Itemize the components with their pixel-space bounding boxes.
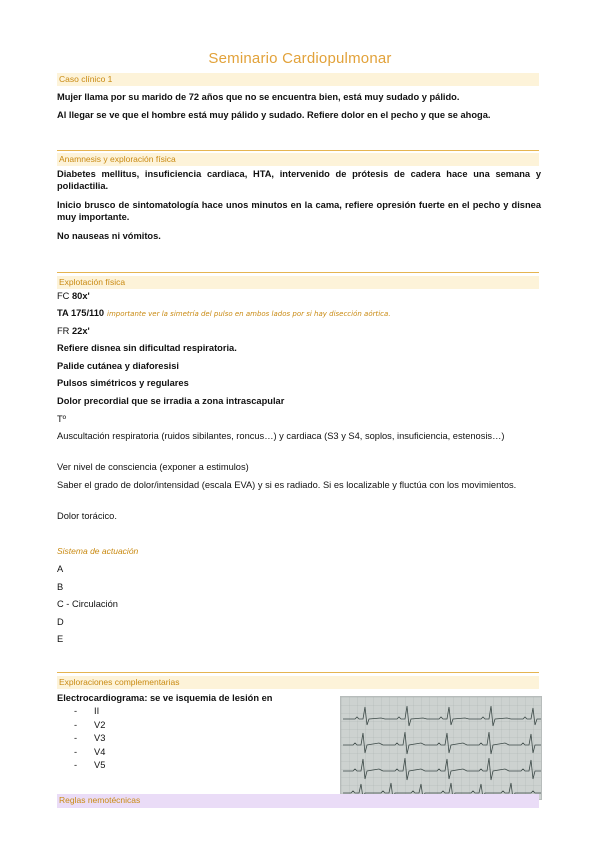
finding-item: Palide cutánea y diaforesisi: [57, 361, 179, 371]
temperature-line: Tº: [57, 414, 67, 424]
bullet-dash: -: [74, 747, 78, 757]
actuacion-item: A: [57, 564, 64, 574]
bullet-dash: -: [74, 733, 78, 743]
exploraciones-heading: Exploraciones complementarias: [57, 676, 539, 689]
actuacion-heading: Sistema de actuación: [57, 546, 139, 556]
actuacion-item: C - Circulación: [57, 599, 118, 609]
caso-paragraph-2: Al llegar se ve que el hombre está muy pálido y sudado. Refiere dolor en el pecho y que se ahoga.: [57, 110, 491, 120]
reglas-heading: Reglas nemotécnicas: [57, 794, 539, 808]
fc-label: FC: [57, 291, 70, 301]
lead-item: - II: [74, 706, 100, 716]
caso-clinico-heading: Caso clínico 1: [57, 73, 539, 86]
actuacion-item: E: [57, 634, 64, 644]
fr-value: 22x': [72, 326, 90, 336]
lead-item: - V3: [74, 733, 106, 743]
ta-note: importante ver la simetría del pulso en ambos lados por si hay disección aórtica.: [107, 310, 391, 318]
bullet-dash: -: [74, 760, 78, 770]
section-divider: [57, 272, 539, 273]
explotacion-heading: Explotación física: [57, 276, 539, 289]
ta-line: [57, 307, 541, 320]
lead-item: - V5: [74, 760, 106, 770]
bullet-dash: -: [74, 706, 78, 716]
finding-item: Dolor precordial que se irradia a zona intrascapular: [57, 396, 285, 406]
actuacion-item: D: [57, 617, 64, 627]
consciencia-line: Ver nivel de consciencia (exponer a estimulos): [57, 462, 249, 472]
ecg-trace-graphic: [341, 697, 542, 800]
section-divider: [57, 150, 539, 151]
anamnesis-paragraph-3: No nauseas ni vómitos.: [57, 231, 161, 241]
fc-value: 80x': [72, 291, 90, 301]
fr-line: [57, 325, 541, 337]
ecg-description: Electrocardiograma: se ve isquemia de lesión en: [57, 693, 273, 703]
page-title: Seminario Cardiopulmonar: [208, 50, 392, 67]
ecg-image: [340, 696, 542, 800]
bullet-dash: -: [74, 720, 78, 730]
lead-item: - V2: [74, 720, 106, 730]
finding-item: Pulsos simétricos y regulares: [57, 378, 189, 388]
dolor-line: Saber el grado de dolor/intensidad (escala EVA) y si es radiado. Si es localizable y fluctúa con los movimientos.: [57, 480, 517, 490]
actuacion-item: B: [57, 582, 64, 592]
caso-paragraph-1: Mujer llama por su marido de 72 años que no se encuentra bien, está muy sudado y pálido.: [57, 92, 460, 102]
fc-line: [57, 290, 541, 302]
fr-label: FR: [57, 326, 70, 336]
anamnesis-paragraph-2: Inicio brusco de sintomatología hace unos minutos en la cama, refiere opresión fuerte en el pecho y disnea muy importante.: [57, 200, 541, 222]
section-divider: [57, 672, 539, 673]
ta-label: TA 175/110: [57, 308, 105, 318]
anamnesis-heading: Anamnesis y exploración física: [57, 153, 539, 166]
finding-item: Refiere disnea sin dificultad respiratoria.: [57, 343, 237, 353]
anamnesis-paragraph-1: Diabetes mellitus, insuficiencia cardiaca, HTA, intervenido de prótesis de cadera hace una semana y polidactilia.: [57, 169, 541, 191]
auscultacion-line: Auscultación respiratoria (ruidos sibilantes, roncus…) y cardiaca (S3 y S4, soplos, insuficiencia, estenosis…): [57, 431, 505, 441]
lead-item: - V4: [74, 747, 106, 757]
toracico-line: Dolor torácico.: [57, 511, 117, 521]
